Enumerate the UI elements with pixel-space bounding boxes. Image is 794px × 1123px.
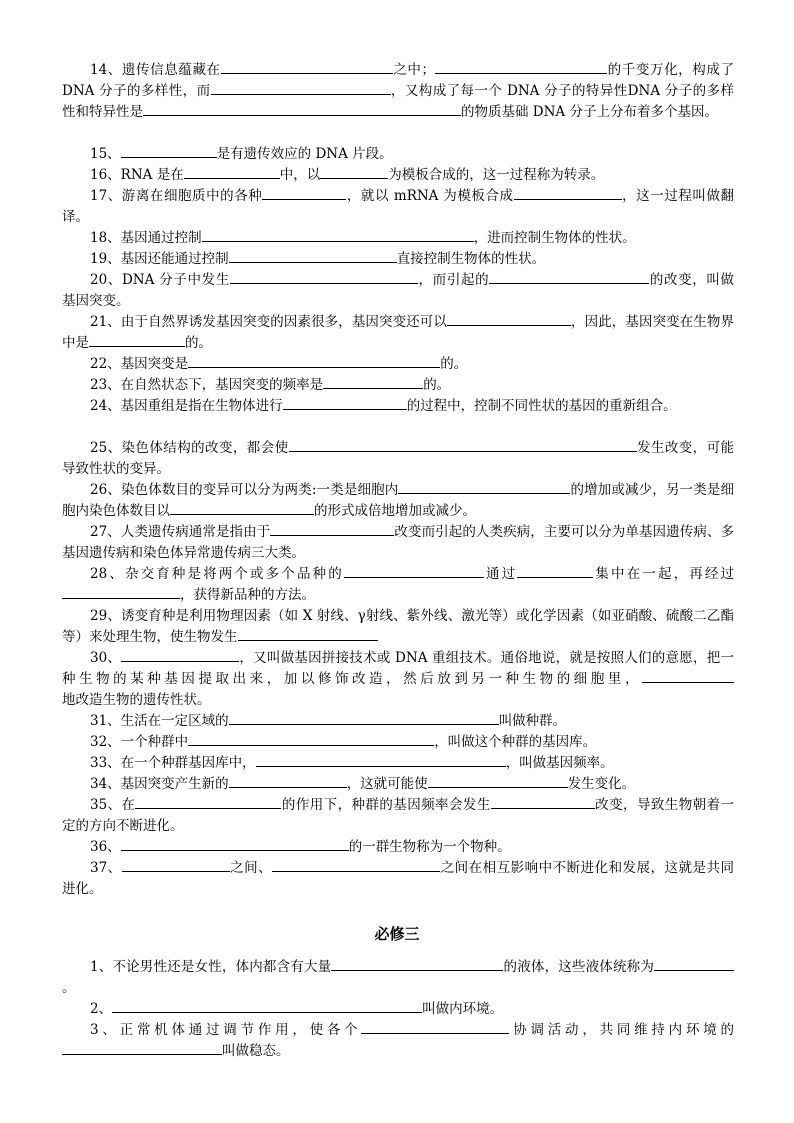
question-29: 29、诱变育种是利用物理因素（如 X 射线、γ射线、紫外线、激光等）或化学因素（如亚硝酸、硫酸二乙酯等）来处理生物，使生物发生 [62, 608, 734, 645]
answer-blank[interactable] [447, 312, 571, 326]
question-34: 34、基因突变产生新的 ，这就可能使 发生变化。 [90, 776, 636, 792]
answer-blank[interactable] [122, 858, 230, 872]
question-32: 32、一个种群中 ，叫做这个种群的基因库。 [90, 734, 597, 750]
answer-blank[interactable] [135, 795, 281, 809]
answer-blank[interactable] [89, 333, 185, 347]
answer-blank[interactable] [121, 837, 349, 851]
question-20: 20、DNA 分子中发生 ，而引起的 的改变，叫做基因突变。 [62, 272, 735, 309]
question-28: 28、杂交育种是将两个或多个品种的 通过 集中在一起，再经过，获得新品种的方法。 [62, 564, 734, 606]
question-25: 25、染色体结构的改变，都会使 发生改变，可能导致性状的变异。 [62, 440, 734, 477]
answer-blank[interactable] [489, 270, 649, 284]
answer-blank[interactable] [331, 957, 503, 971]
answer-blank[interactable] [229, 711, 499, 725]
answer-blank[interactable] [62, 585, 180, 599]
answer-blank[interactable] [491, 795, 595, 809]
question-24: 24、基因重组是指在生物体进行 的过程中，控制不同性状的基因的重新组合。 [90, 398, 677, 414]
question-31: 31、生活在一定区域的 叫做种群。 [90, 713, 567, 729]
answer-blank[interactable] [428, 774, 568, 788]
answer-blank[interactable] [188, 354, 440, 368]
question-26: 26、染色体数目的变异可以分为两类:一类是细胞内 的增加或减少，另一类是细胞内染色体数目以 的形式成倍地增加或减少。 [62, 482, 734, 519]
answer-blank[interactable] [62, 1041, 222, 1055]
answer-blank[interactable] [514, 186, 622, 200]
answer-blank[interactable] [221, 60, 393, 74]
answer-blank[interactable] [229, 774, 347, 788]
question-21: 21、由于自然界诱发基因突变的因素很多，基因突变还可以 ，因此，基因突变在生物界中是 的。 [62, 314, 734, 351]
question-14: 14、遗传信息蕴藏在 之中； 的千变万化，构成了 DNA 分子的多样性，而 ，又构成了每一个 DNA 分子的特异性DNA 分子的多样性和特异性是 的物质基础 DNA 分子上分布着多个基因。 [62, 62, 735, 120]
answer-blank[interactable] [121, 648, 239, 662]
question-36: 36、 的一群生物称为一个物种。 [90, 839, 511, 855]
answer-blank[interactable] [654, 957, 734, 971]
question-37: 37、 之间、 之间在相互影响中不断进化和发展，这就是共同进化。 [62, 860, 735, 897]
answer-blank[interactable] [272, 858, 440, 872]
answer-blank[interactable] [435, 60, 607, 74]
answer-blank[interactable] [184, 165, 280, 179]
answer-blank[interactable] [188, 732, 434, 746]
answer-blank[interactable] [361, 1020, 509, 1034]
question-22: 22、基因突变是 的。 [90, 356, 468, 372]
answer-blank[interactable] [517, 564, 593, 578]
question-17: 17、游离在细胞质中的各种 ，就以 mRNA 为模板合成 ，这一过程叫做翻译。 [62, 188, 734, 225]
answer-blank[interactable] [344, 564, 484, 578]
answer-blank[interactable] [229, 249, 397, 263]
question-s3-2: 2、 叫做内环境。 [90, 1001, 504, 1017]
question-30: 30、 ，又叫做基因拼接技术或 DNA 重组技术。通俗地说，就是按照人们的意愿，把一种生物的某种基因提取出来，加以修饰改造，然后放到另一种生物的细胞里，地改造生物的遗传性状。 [62, 650, 734, 708]
answer-blank[interactable] [170, 501, 314, 515]
question-s3-1: 1、不论男性还是女性，体内都含有大量 的液体，这些液体统称为。 [62, 957, 734, 999]
question-23: 23、在自然状态下，基因突变的频率是 的。 [90, 377, 451, 393]
question-33: 33、在一个种群基因库中， ，叫做基因频率。 [90, 755, 614, 771]
answer-blank[interactable] [230, 270, 418, 284]
question-s3-3: 3、正常机体通过调节作用，使各个 协调活动，共同维持内环境的叫做稳态。 [62, 1020, 734, 1062]
answer-blank[interactable] [320, 165, 388, 179]
answer-blank[interactable] [202, 228, 474, 242]
question-15: 15、 是有遗传效应的 DNA 片段。 [90, 146, 393, 162]
question-19: 19、基因还能通过控制 直接控制生物体的性状。 [90, 251, 546, 267]
answer-blank[interactable] [262, 186, 346, 200]
question-27: 27、人类遗传病通常是指由于 改变而引起的人类疾病，主要可以分为单基因遗传病、多基因遗传病和染色体异常遗传病三大类。 [62, 524, 734, 561]
answer-blank[interactable] [642, 669, 734, 683]
answer-blank[interactable] [270, 522, 394, 536]
answer-blank[interactable] [289, 438, 637, 452]
answer-blank[interactable] [143, 102, 461, 116]
answer-blank[interactable] [323, 375, 423, 389]
answer-blank[interactable] [238, 627, 378, 641]
question-35: 35、在 的作用下，种群的基因频率会发生 改变，导致生物朝着一定的方向不断进化。 [62, 797, 734, 834]
answer-blank[interactable] [112, 999, 422, 1013]
answer-blank[interactable] [398, 480, 570, 494]
section-title: 必修三 [374, 925, 420, 943]
answer-blank[interactable] [283, 396, 407, 410]
answer-blank[interactable] [256, 753, 506, 767]
question-18: 18、基因通过控制 ，进而控制生物体的性状。 [90, 230, 636, 246]
question-16: 16、RNA 是在 中，以 为模板合成的，这一过程称为转录。 [90, 167, 605, 183]
answer-blank[interactable] [121, 144, 217, 158]
answer-blank[interactable] [211, 81, 391, 95]
